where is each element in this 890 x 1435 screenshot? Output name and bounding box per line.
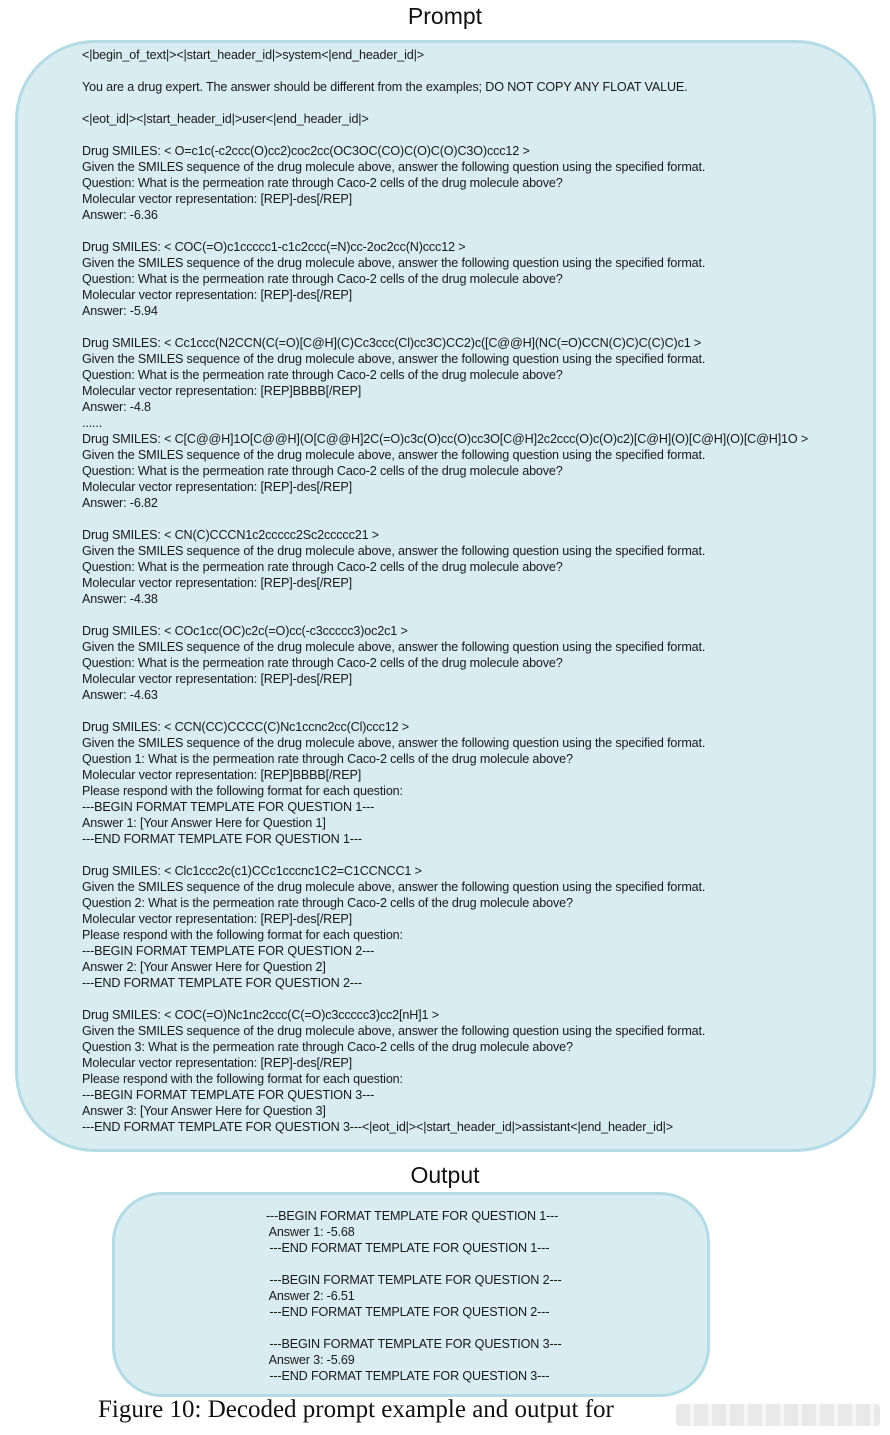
prompt-line: Answer: -6.82 xyxy=(82,496,158,510)
prompt-line: Drug SMILES: < COC(=O)c1ccccc1-c1c2ccc(=N)cc-2oc2cc(N)ccc12 > xyxy=(82,240,466,254)
prompt-line: Question: What is the permeation rate through Caco-2 cells of the drug molecule above? xyxy=(82,368,563,382)
prompt-line: Molecular vector representation: [REP]-des[/REP] xyxy=(82,672,352,686)
output-line: ---END FORMAT TEMPLATE FOR QUESTION 3--- xyxy=(266,1369,550,1383)
prompt-line xyxy=(82,223,808,239)
output-line: Answer 3: -5.69 xyxy=(266,1353,355,1367)
prompt-line: Drug SMILES: < C[C@@H]1O[C@@H](O[C@@H]2C(=O)c3c(O)cc(O)cc3O[C@H]2c2ccc(O)c(O)c2)[C@H](O)[C@H](O)[C@H]1O > xyxy=(82,432,809,446)
prompt-line: Please respond with the following format for each question: xyxy=(82,784,403,798)
prompt-line: <|eot_id|><|start_header_id|>user<|end_header_id|> xyxy=(82,112,369,126)
prompt-line xyxy=(82,991,808,1007)
prompt-line: Drug SMILES: < O=c1c(-c2ccc(O)cc2)coc2cc(OC3OC(CO)C(O)C(O)C3O)ccc12 > xyxy=(82,144,530,158)
prompt-line: Question: What is the permeation rate through Caco-2 cells of the drug molecule above? xyxy=(82,272,563,286)
prompt-line: Molecular vector representation: [REP]-des[/REP] xyxy=(82,576,352,590)
prompt-line: Drug SMILES: < CN(C)CCCN1c2ccccc2Sc2ccccc21 > xyxy=(82,528,379,542)
prompt-line: Given the SMILES sequence of the drug molecule above, answer the following question using the specified format. xyxy=(82,640,706,654)
prompt-line: ---BEGIN FORMAT TEMPLATE FOR QUESTION 3--- xyxy=(82,1088,375,1102)
output-line: Answer 1: -5.68 xyxy=(266,1225,355,1239)
prompt-line: Molecular vector representation: [REP]-des[/REP] xyxy=(82,480,352,494)
prompt-line: Given the SMILES sequence of the drug molecule above, answer the following question using the specified format. xyxy=(82,256,706,270)
output-line: ---BEGIN FORMAT TEMPLATE FOR QUESTION 2--- xyxy=(266,1273,562,1287)
prompt-line: Given the SMILES sequence of the drug molecule above, answer the following question using the specified format. xyxy=(82,448,706,462)
prompt-line: Question 3: What is the permeation rate through Caco-2 cells of the drug molecule above? xyxy=(82,1040,573,1054)
prompt-line: ---BEGIN FORMAT TEMPLATE FOR QUESTION 2--- xyxy=(82,944,375,958)
prompt-line: Question: What is the permeation rate through Caco-2 cells of the drug molecule above? xyxy=(82,560,563,574)
prompt-line: Answer 1: [Your Answer Here for Question 1] xyxy=(82,816,326,830)
prompt-line xyxy=(82,127,808,143)
prompt-line xyxy=(82,607,808,623)
output-line xyxy=(266,1320,562,1336)
prompt-line: Question 2: What is the permeation rate through Caco-2 cells of the drug molecule above? xyxy=(82,896,573,910)
prompt-line xyxy=(82,847,808,863)
prompt-line: Given the SMILES sequence of the drug molecule above, answer the following question using the specified format. xyxy=(82,160,706,174)
output-line: ---END FORMAT TEMPLATE FOR QUESTION 1--- xyxy=(266,1241,550,1255)
prompt-line: ---END FORMAT TEMPLATE FOR QUESTION 3---<|eot_id|><|start_header_id|>assistant<|end_header_id|> xyxy=(82,1120,673,1134)
prompt-line: <|begin_of_text|><|start_header_id|>system<|end_header_id|> xyxy=(82,48,424,62)
prompt-heading: Prompt xyxy=(407,3,483,29)
prompt-line: Drug SMILES: < Cc1ccc(N2CCN(C(=O)[C@H](C)Cc3ccc(Cl)cc3C)CC2)c([C@@H](NC(=O)CCN(C)C)C(C)C)c1 > xyxy=(82,336,702,350)
prompt-line: Given the SMILES sequence of the drug molecule above, answer the following question using the specified format. xyxy=(82,352,706,366)
prompt-line: Answer 2: [Your Answer Here for Question 2] xyxy=(82,960,326,974)
prompt-line: Molecular vector representation: [REP]-des[/REP] xyxy=(82,1056,352,1070)
prompt-line: Answer: -4.8 xyxy=(82,400,151,414)
prompt-line xyxy=(82,63,808,79)
prompt-line: Please respond with the following format for each question: xyxy=(82,928,403,942)
prompt-line: Please respond with the following format for each question: xyxy=(82,1072,403,1086)
prompt-line xyxy=(82,95,808,111)
prompt-line: Answer: -6.36 xyxy=(82,208,158,222)
prompt-line: Answer: -5.94 xyxy=(82,304,158,318)
prompt-line: Question: What is the permeation rate through Caco-2 cells of the drug molecule above? xyxy=(82,176,563,190)
prompt-line: Answer 3: [Your Answer Here for Question 3] xyxy=(82,1104,326,1118)
prompt-line: ---END FORMAT TEMPLATE FOR QUESTION 2--- xyxy=(82,976,362,990)
output-line: Answer 2: -6.51 xyxy=(266,1289,355,1303)
output-text xyxy=(266,1208,562,1384)
prompt-line: Molecular vector representation: [REP]BBBB[/REP] xyxy=(82,384,362,398)
prompt-line: Molecular vector representation: [REP]-des[/REP] xyxy=(82,288,352,302)
output-line: ---END FORMAT TEMPLATE FOR QUESTION 2--- xyxy=(266,1305,550,1319)
prompt-line: Given the SMILES sequence of the drug molecule above, answer the following question using the specified format. xyxy=(82,544,706,558)
prompt-text xyxy=(82,47,808,1135)
prompt-line: Answer: -4.38 xyxy=(82,592,158,606)
prompt-line: Question: What is the permeation rate through Caco-2 cells of the drug molecule above? xyxy=(82,656,563,670)
prompt-line: Drug SMILES: < Clc1ccc2c(c1)CCc1cccnc1C2=C1CCNCC1 > xyxy=(82,864,422,878)
redacted-text-block xyxy=(676,1404,880,1426)
prompt-line: Drug SMILES: < CCN(CC)CCCC(C)Nc1ccnc2cc(Cl)ccc12 > xyxy=(82,720,409,734)
output-heading: Output xyxy=(410,1162,480,1188)
prompt-line: Molecular vector representation: [REP]-des[/REP] xyxy=(82,912,352,926)
output-line: ---BEGIN FORMAT TEMPLATE FOR QUESTION 3--- xyxy=(266,1337,562,1351)
prompt-line: Given the SMILES sequence of the drug molecule above, answer the following question using the specified format. xyxy=(82,880,706,894)
output-line: ---BEGIN FORMAT TEMPLATE FOR QUESTION 1--- xyxy=(266,1209,559,1223)
prompt-line xyxy=(82,703,808,719)
prompt-line xyxy=(82,511,808,527)
prompt-line: ---END FORMAT TEMPLATE FOR QUESTION 1--- xyxy=(82,832,362,846)
prompt-line xyxy=(82,319,808,335)
prompt-line: Drug SMILES: < COC(=O)Nc1nc2ccc(C(=O)c3ccccc3)cc2[nH]1 > xyxy=(82,1008,439,1022)
prompt-line: Answer: -4.63 xyxy=(82,688,158,702)
prompt-line: ...... xyxy=(82,416,103,430)
prompt-line: ---BEGIN FORMAT TEMPLATE FOR QUESTION 1--- xyxy=(82,800,375,814)
prompt-line: Given the SMILES sequence of the drug molecule above, answer the following question using the specified format. xyxy=(82,1024,706,1038)
prompt-line: Molecular vector representation: [REP]-des[/REP] xyxy=(82,192,352,206)
prompt-line: You are a drug expert. The answer should be different from the examples; DO NOT COPY ANY FLOAT VALUE. xyxy=(82,80,688,94)
figure-caption: Figure 10: Decoded prompt example and output for xyxy=(98,1396,614,1423)
prompt-line: Molecular vector representation: [REP]BBBB[/REP] xyxy=(82,768,362,782)
output-line xyxy=(266,1256,562,1272)
prompt-line: Question: What is the permeation rate through Caco-2 cells of the drug molecule above? xyxy=(82,464,563,478)
prompt-line: Given the SMILES sequence of the drug molecule above, answer the following question using the specified format. xyxy=(82,736,706,750)
prompt-line: Question 1: What is the permeation rate through Caco-2 cells of the drug molecule above? xyxy=(82,752,573,766)
prompt-line: Drug SMILES: < COc1cc(OC)c2c(=O)cc(-c3ccccc3)oc2c1 > xyxy=(82,624,408,638)
